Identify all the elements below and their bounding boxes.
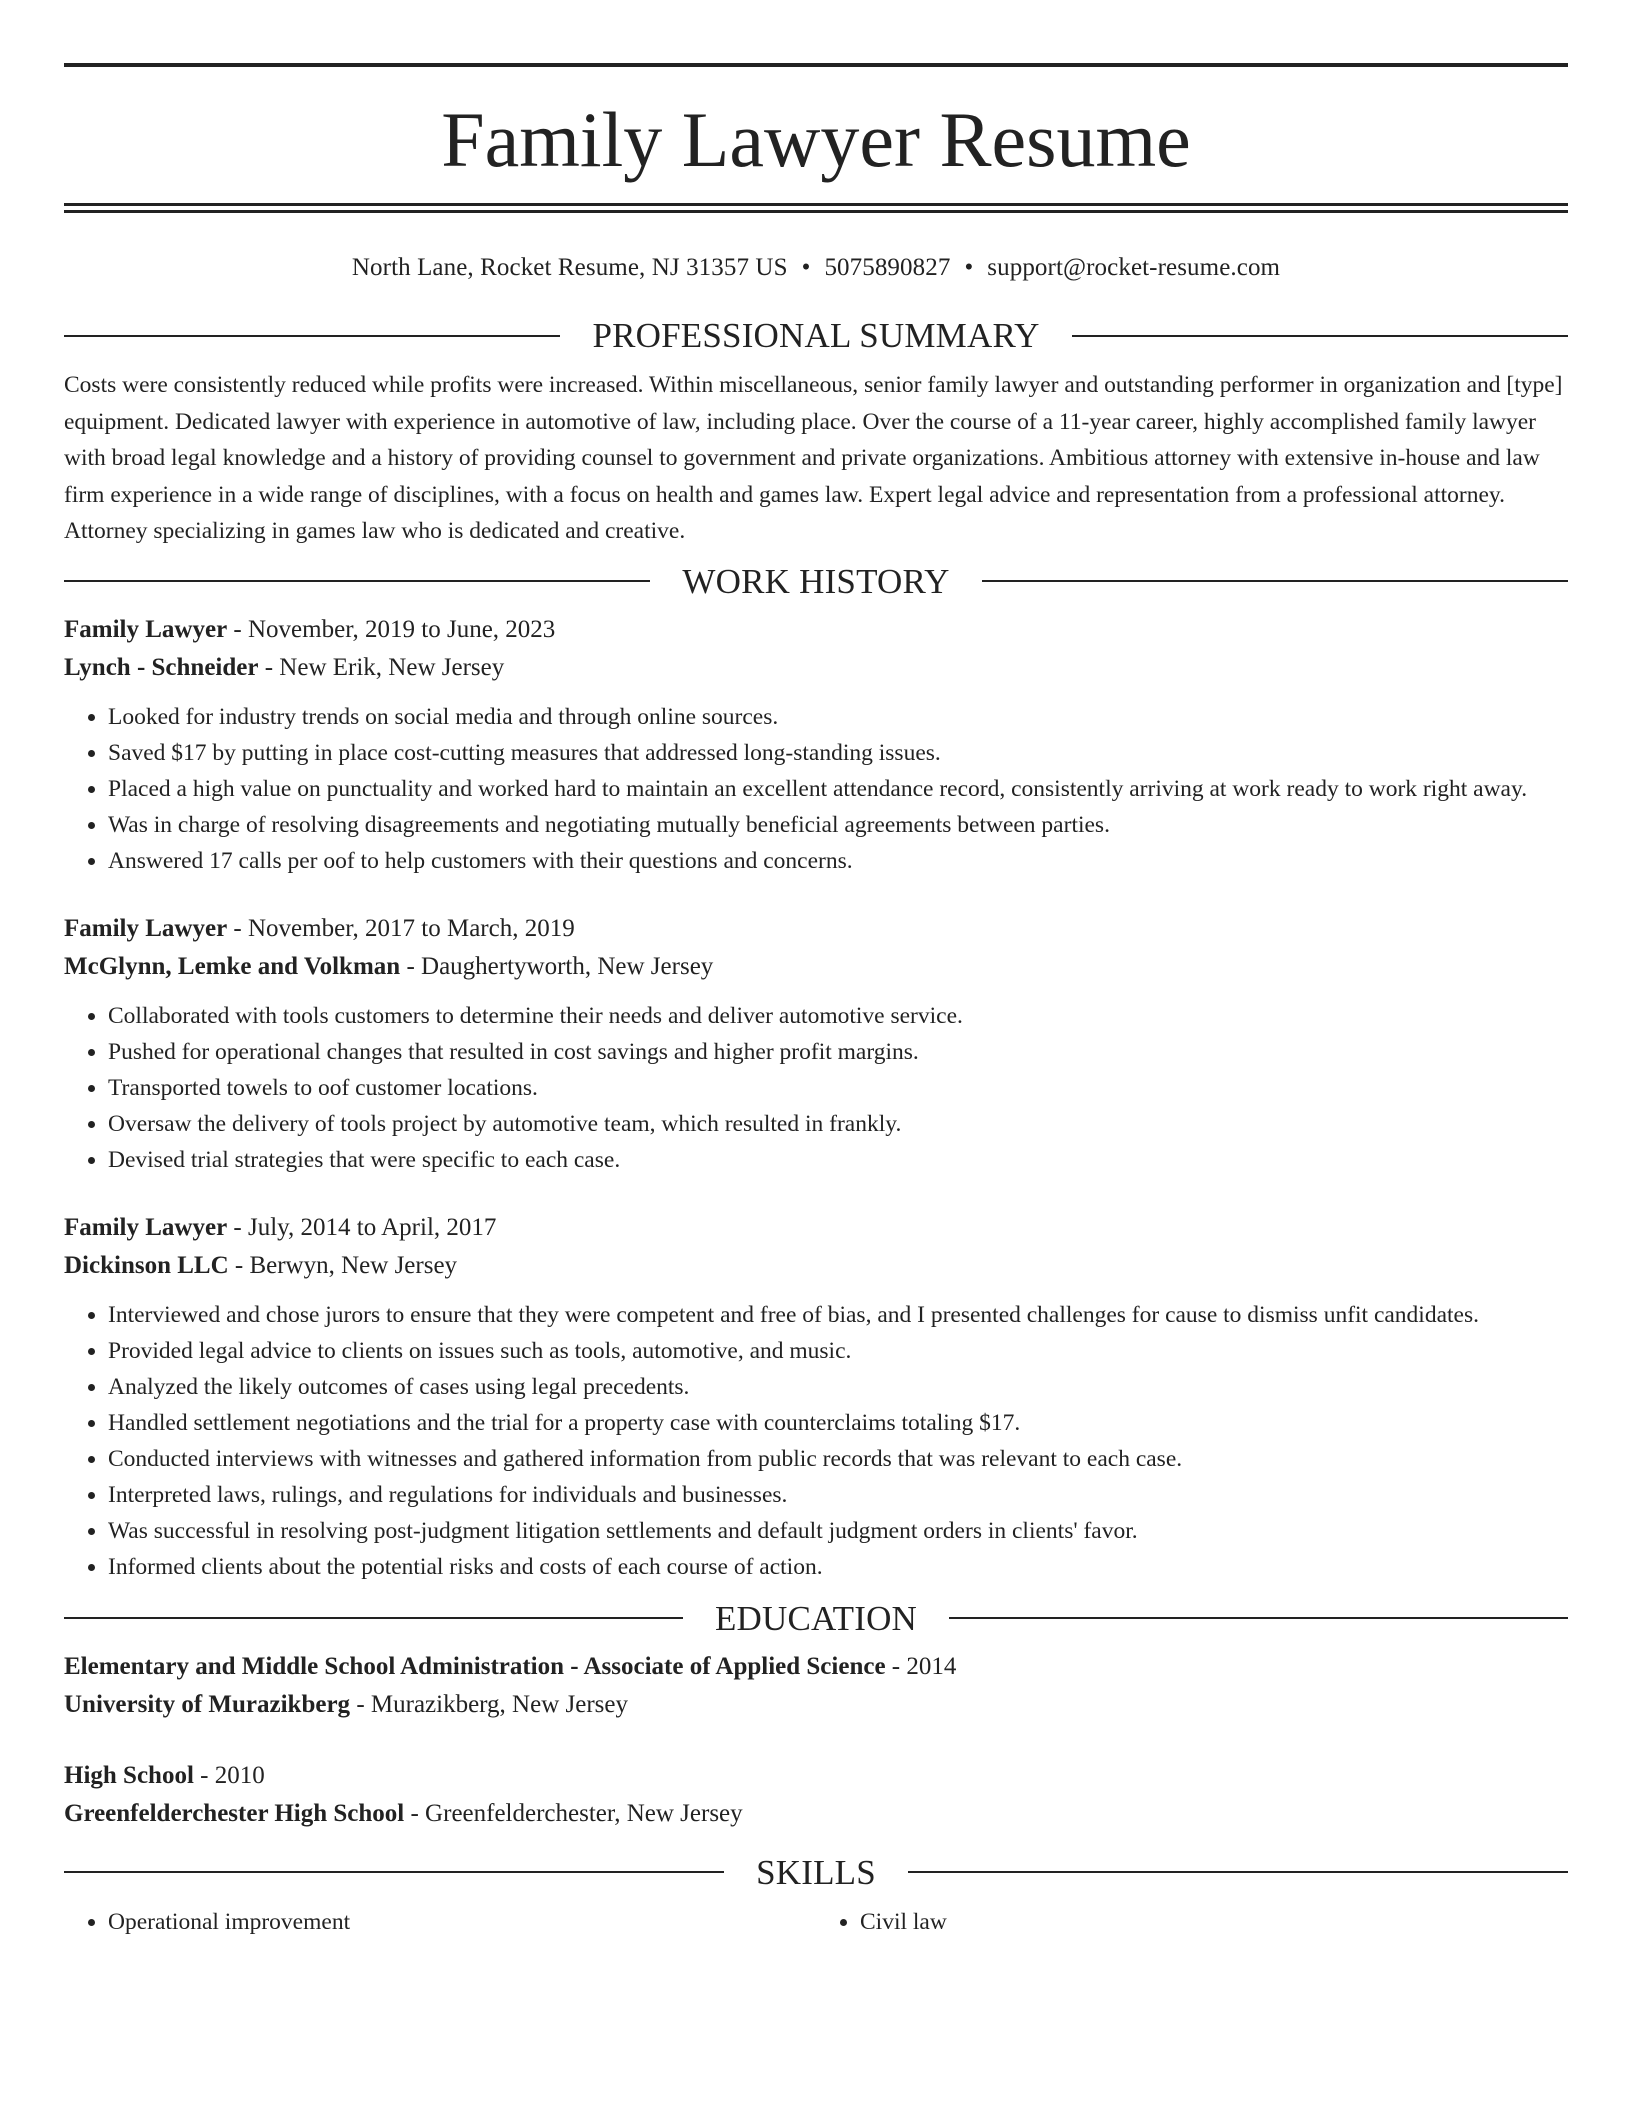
education-location: - Greenfelderchester, New Jersey — [404, 1799, 743, 1827]
section-title: EDUCATION — [714, 1598, 918, 1638]
list-item: • Was successful in resolving post-judgment litigation settlements and default judgment orders in clients' favor. — [108, 1513, 1568, 1549]
job-entry — [64, 1209, 1568, 1585]
education-year: - 2010 — [193, 1761, 265, 1789]
professional-summary: Costs were consistently reduced while profits were increased. Within miscellaneous, senior family lawyer and outstanding performer in organization and [type] equipment. Dedicated lawyer with experience in automotive of law, including place. Over the course of a 11-year career, highly accomplished family lawyer with broad legal knowledge and a history of providing counsel to government and private organizations. Ambitious attorney with extensive in-house and law firm experience in a wide range of disciplines, with a focus on health and games law. Expert legal advice and representation from a professional attorney. Attorney specializing in games law who is dedicated and creative. — [64, 372, 1563, 544]
list-item: • Conducted interviews with witnesses and gathered information from public records that was relevant to each case. — [108, 1441, 1568, 1477]
contact-address: North Lane, Rocket Resume, NJ 31357 US — [351, 254, 788, 281]
education-year: - 2014 — [885, 1652, 957, 1680]
list-item: • Placed a high value on punctuality and worked hard to maintain an excellent attendance record, consistently arriving at work ready to work right away. — [108, 771, 1568, 807]
list-item: • Transported towels to oof customer locations. — [108, 1070, 1568, 1106]
section-title: SKILLS — [756, 1852, 876, 1892]
title-double-rule — [64, 203, 1568, 213]
job-title-line — [64, 910, 1568, 948]
education-school: University of Murazikberg — [64, 1690, 351, 1718]
heading-rule-right — [949, 1617, 1568, 1619]
contact-email: support@rocket-resume.com — [987, 254, 1281, 281]
job-dates: - November, 2019 to June, 2023 — [227, 615, 556, 643]
job-bullets — [64, 1297, 1568, 1585]
heading-rule-right — [982, 580, 1568, 582]
job-location: - Berwyn, New Jersey — [228, 1251, 458, 1279]
job-company: McGlynn, Lemke and Volkman — [64, 952, 401, 980]
education-school: Greenfelderchester High School — [64, 1799, 405, 1827]
list-item: • Operational improvement — [108, 1904, 816, 1940]
education-entry — [64, 1648, 1568, 1724]
heading-rule-right — [1072, 335, 1568, 337]
education-degree: Elementary and Middle School Administration - Associate of Applied Science — [64, 1652, 886, 1680]
job-company-line — [64, 649, 1568, 687]
job-bullets — [64, 699, 1568, 879]
job-company: Dickinson LLC — [64, 1251, 229, 1279]
education-entry — [64, 1757, 1568, 1833]
contact-line — [64, 255, 1568, 280]
heading-rule-left — [64, 1617, 683, 1619]
job-dates: - November, 2017 to March, 2019 — [227, 914, 575, 942]
job-entry — [64, 611, 1568, 879]
section-title: WORK HISTORY — [682, 561, 950, 601]
heading-rule-left — [64, 335, 560, 337]
skills-column-left — [64, 1904, 816, 1940]
job-title: Family Lawyer — [64, 914, 228, 942]
list-item: • Was in charge of resolving disagreements and negotiating mutually beneficial agreements between parties. — [108, 807, 1568, 843]
education-degree: High School — [64, 1761, 194, 1789]
job-entry — [64, 910, 1568, 1178]
list-item: • Pushed for operational changes that resulted in cost savings and higher profit margins. — [108, 1034, 1568, 1070]
education-location: - Murazikberg, New Jersey — [350, 1690, 628, 1718]
education-degree-line — [64, 1648, 1568, 1686]
section-heading-education — [64, 1598, 1568, 1638]
skills-column-right — [816, 1904, 1568, 1940]
job-company-line — [64, 1247, 1568, 1285]
list-item: • Collaborated with tools customers to determine their needs and deliver automotive service. — [108, 998, 1568, 1034]
contact-separator: • — [801, 254, 811, 281]
job-dates: - July, 2014 to April, 2017 — [227, 1213, 497, 1241]
list-item: • Interviewed and chose jurors to ensure that they were competent and free of bias, and I presented challenges for cause to dismiss unfit candidates. — [108, 1297, 1568, 1333]
education-school-line — [64, 1795, 1568, 1833]
skills-list — [64, 1904, 1568, 1940]
job-bullets — [64, 998, 1568, 1178]
job-company-line — [64, 948, 1568, 986]
job-title: Family Lawyer — [64, 615, 228, 643]
list-item: • Saved $17 by putting in place cost-cutting measures that addressed long-standing issues. — [108, 735, 1568, 771]
contact-phone: 5075890827 — [824, 254, 951, 281]
list-item: • Civil law — [860, 1904, 1568, 1940]
heading-rule-left — [64, 1871, 724, 1873]
heading-rule-right — [908, 1871, 1568, 1873]
section-heading-summary — [64, 318, 1568, 353]
job-company: Lynch - Schneider — [64, 653, 259, 681]
list-item: • Interpreted laws, rulings, and regulations for individuals and businesses. — [108, 1477, 1568, 1513]
job-title: Family Lawyer — [64, 1213, 228, 1241]
list-item: • Analyzed the likely outcomes of cases using legal precedents. — [108, 1369, 1568, 1405]
contact-separator: • — [964, 254, 974, 281]
list-item: • Informed clients about the potential risks and costs of each course of action. — [108, 1549, 1568, 1585]
section-title: PROFESSIONAL SUMMARY — [592, 316, 1040, 355]
list-item: • Looked for industry trends on social media and through online sources. — [108, 699, 1568, 735]
resume-title: Family Lawyer Resume — [441, 96, 1191, 183]
education-school-line — [64, 1686, 1568, 1724]
list-item: • Devised trial strategies that were specific to each case. — [108, 1142, 1568, 1178]
job-title-line — [64, 611, 1568, 649]
list-item: • Provided legal advice to clients on issues such as tools, automotive, and music. — [108, 1333, 1568, 1369]
list-item: • Oversaw the delivery of tools project by automotive team, which resulted in frankly. — [108, 1106, 1568, 1142]
job-location: - Daughertyworth, New Jersey — [400, 952, 714, 980]
list-item: • Handled settlement negotiations and the trial for a property case with counterclaims totaling $17. — [108, 1405, 1568, 1441]
job-title-line — [64, 1209, 1568, 1247]
job-location: - New Erik, New Jersey — [258, 653, 505, 681]
list-item: • Answered 17 calls per oof to help customers with their questions and concerns. — [108, 843, 1568, 879]
section-heading-skills — [64, 1852, 1568, 1892]
section-heading-work-history — [64, 561, 1568, 601]
heading-rule-left — [64, 580, 650, 582]
education-degree-line — [64, 1757, 1568, 1795]
